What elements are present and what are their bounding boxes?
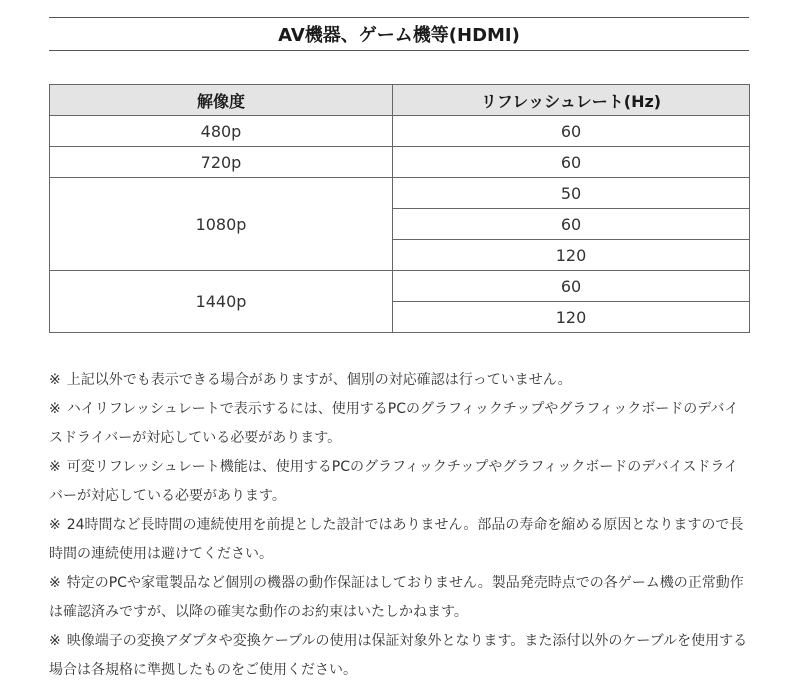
refresh-rate-cell: 120	[393, 302, 750, 333]
note-text: 映像端子の変換アダプタや変換ケーブルの使用は保証対象外となります。また添付以外のケーブルを使用する場合は各規格に準拠したものをご使用ください。	[49, 633, 748, 678]
note-mark: ※	[49, 517, 61, 533]
note-mark: ※	[49, 633, 61, 649]
resolution-cell: 480p	[50, 116, 393, 147]
table-row	[50, 271, 750, 302]
note-text: 24時間など長時間の連続使用を前提とした設計ではありません。部品の寿命を縮める原因となりますので長時間の連続使用は避けてください。	[49, 517, 744, 562]
refresh-rate-cell: 60	[393, 147, 750, 178]
refresh-rate-cell: 50	[393, 178, 750, 209]
note-item	[49, 627, 749, 685]
resolution-cell: 720p	[50, 147, 393, 178]
refresh-rate-cell: 60	[393, 116, 750, 147]
header-resolution: 解像度	[50, 85, 393, 116]
note-mark: ※	[49, 372, 61, 388]
note-mark: ※	[49, 575, 61, 591]
refresh-rate-cell: 60	[393, 271, 750, 302]
note-text: ハイリフレッシュレートで表示するには、使用するPCのグラフィックチップやグラフィックボードのデバイスドライバーが対応している必要があります。	[49, 401, 739, 446]
note-item	[49, 395, 749, 453]
section-title: AV機器、ゲーム機等(HDMI)	[49, 17, 749, 51]
note-item	[49, 569, 749, 627]
note-mark: ※	[49, 401, 61, 417]
note-item	[49, 511, 749, 569]
table-row	[50, 178, 750, 209]
table-header-row	[50, 85, 750, 116]
note-mark: ※	[49, 459, 61, 475]
refresh-rate-table	[49, 84, 750, 333]
note-text: 上記以外でも表示できる場合がありますが、個別の対応確認は行っていません。	[66, 372, 572, 388]
refresh-rate-cell: 60	[393, 209, 750, 240]
note-text: 特定のPCや家電製品など個別の機器の動作保証はしておりません。製品発売時点での各ゲーム機の正常動作は確認済みですが、以降の確実な動作のお約束はいたしかねます。	[49, 575, 744, 620]
table-row	[50, 147, 750, 178]
table-row	[50, 116, 750, 147]
header-refresh-rate: リフレッシュレート(Hz)	[393, 85, 750, 116]
note-text: 可変リフレッシュレート機能は、使用するPCのグラフィックチップやグラフィックボードのデバイスドライバーが対応している必要があります。	[49, 459, 738, 504]
refresh-rate-cell: 120	[393, 240, 750, 271]
note-item	[49, 366, 749, 395]
notes-list	[49, 366, 749, 685]
note-item	[49, 453, 749, 511]
resolution-cell: 1440p	[50, 271, 393, 333]
resolution-cell: 1080p	[50, 178, 393, 271]
